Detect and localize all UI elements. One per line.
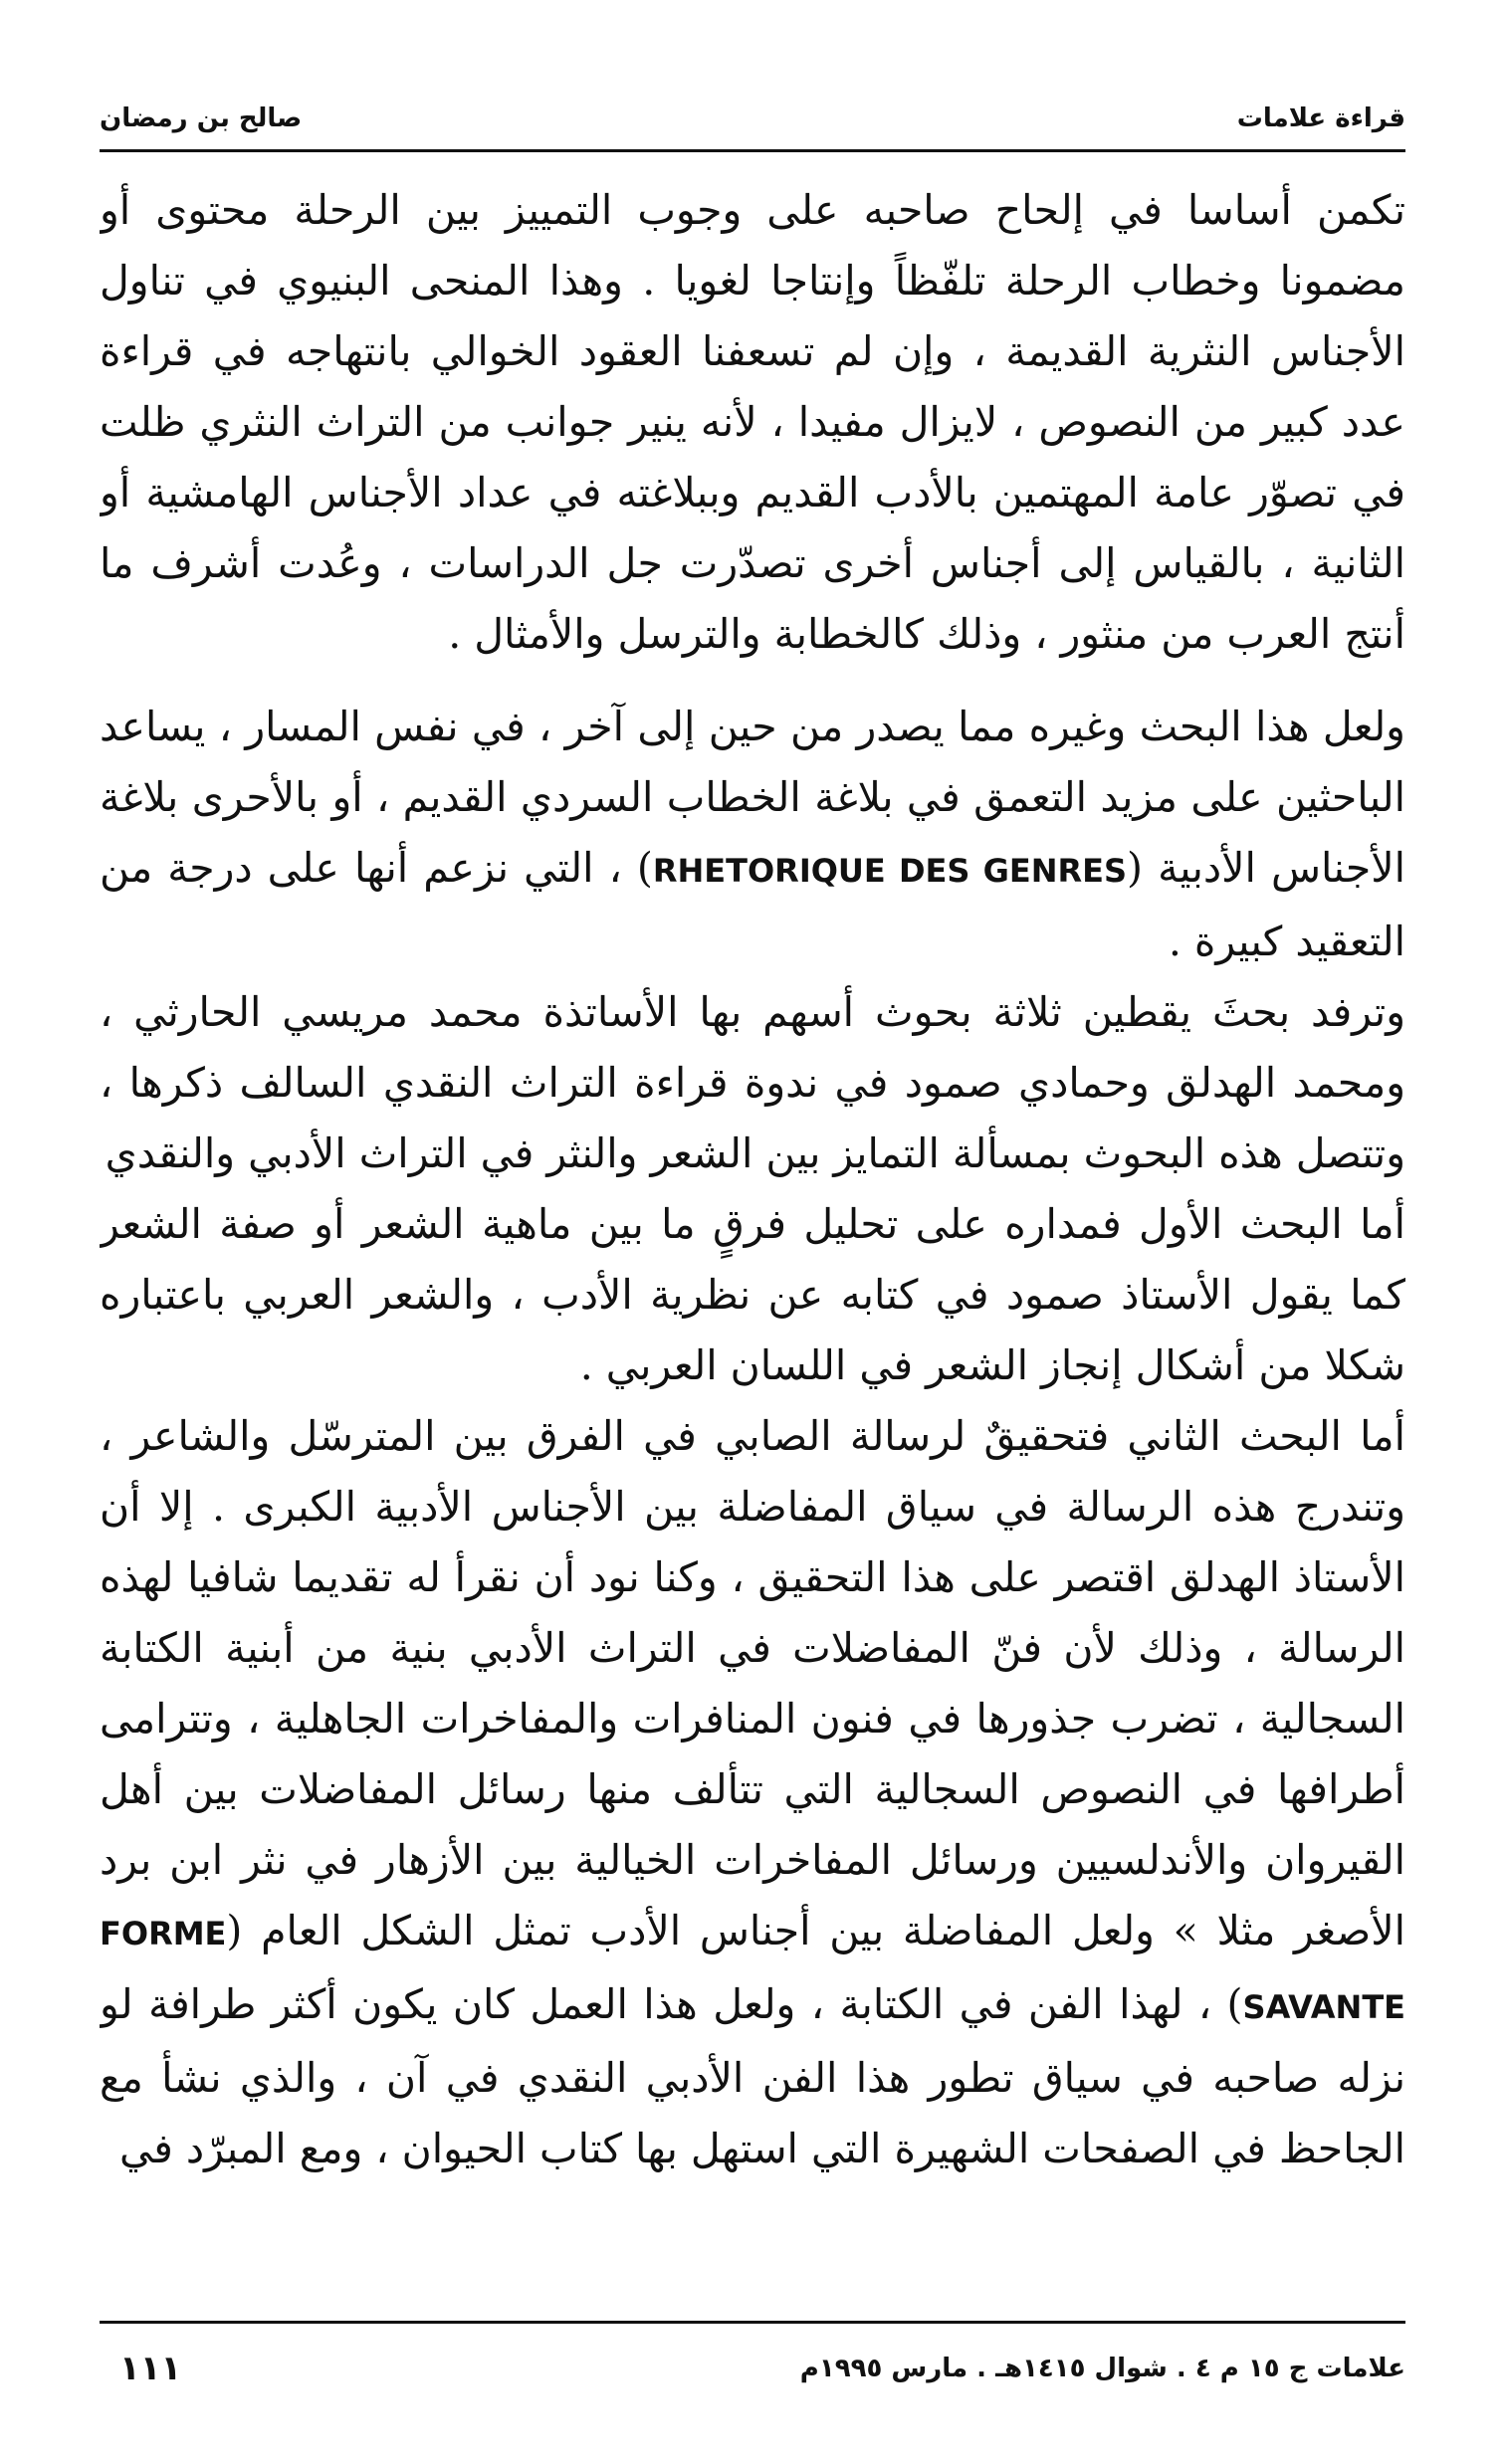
paragraph-text: تكمن أساسا في إلحاح صاحبه على وجوب التمييز بين الرحلة محتوى أو مضمونا وخطاب الرحلة تلفّظاً وإنتاجا لغويا . وهذا المنحى البنيوي في تناول الأجناس النثرية القديمة ، وإن لم تسعفنا العقود الخوالي بانتهاجه في قراءة عدد كبير من النصوص ، لايزال مفيدا ، لأنه ينير جوانب من التراث النثري ظلت في تصوّر عامة المهتمين بالأدب القديم وببلاغته في عداد الأجناس الهامشية أو الثانية ، بالقياس إلى أجناس أخرى تصدّرت جل الدراسات ، وعُدت أشرف ما أنتج العرب من منثور ، وذلك كالخطابة والترسل والأمثال .	[100, 186, 1405, 658]
paragraph-1	[100, 175, 1405, 670]
latin-term: FORME SAVANTE	[100, 1915, 1405, 2026]
running-header-section: قراءة علامات	[1236, 103, 1405, 133]
page-number: ١١١	[119, 2349, 182, 2388]
footer-rule	[100, 2321, 1405, 2324]
paragraph-text: ) ، التي نزعم أنها على درجة من التعقيد كبيرة .	[100, 844, 1405, 965]
paragraph-3	[100, 977, 1405, 1189]
running-header-author: صالح بن رمضان	[100, 103, 303, 133]
paragraph-5	[100, 1401, 1405, 2184]
paragraph-2	[100, 692, 1405, 977]
latin-term: RHETORIQUE DES GENRES	[652, 852, 1128, 890]
paragraph-4	[100, 1189, 1405, 1401]
paragraph-text: أما البحث الثاني فتحقيقٌ لرسالة الصابي في الفرق بين المترسّل والشاعر ، وتندرج هذه الرسالة في سياق المفاضلة بين الأجناس الأدبية الكبرى . إلا أن الأستاذ الهدلق اقتصر على هذا التحقيق ، وكنا نود أن نقرأ له تقديما شافيا لهذه الرسالة ، وذلك لأن فنّ المفاضلات في التراث الأدبي بنية من أبنية الكتابة السجالية ، تضرب جذورها في فنون المنافرات والمفاخرات الجاهلية ، وتترامى أطرافها في النصوص السجالية التي تتألف منها رسائل المفاضلات بين أهل القيروان والأندلسيين ورسائل المفاخرات الخيالية بين الأزهار في نثر ابن برد الأصغر مثلا » ولعل المفاضلة بين أجناس الأدب تمثل الشكل العام (	[100, 1412, 1405, 1954]
paragraph-text: أما البحث الأول فمداره على تحليل فرقٍ ما بين ماهية الشعر أو صفة الشعر كما يقول الأستاذ صمود في كتابه عن نظرية الأدب ، والشعر العربي باعتباره شكلا من أشكال إنجاز الشعر في اللسان العربي .	[100, 1200, 1405, 1389]
paragraph-text: وترفد بحثَ يقطين ثلاثة بحوث أسهم بها الأساتذة محمد مريسي الحارثي ، ومحمد الهدلق وحمادي صمود في ندوة قراءة التراث النقدي السالف ذكرها ، وتتصل هذه البحوث بمسألة التمايز بين الشعر والنثر في التراث الأدبي والنقدي	[100, 988, 1405, 1177]
header-rule	[100, 149, 1405, 152]
article-body	[100, 175, 1405, 2305]
paragraph-text: ولعل هذا البحث وغيره مما يصدر من حين إلى آخر ، في نفس المسار ، يساعد الباحثين على مزيد التعمق في بلاغة الخطاب السردي القديم ، أو بالأحرى بلاغة الأجناس الأدبية (	[100, 703, 1405, 892]
footer-issue-info: علامات ج ١٥ م ٤ . شوال ١٤١٥هـ . مارس ١٩٩٥م	[799, 2354, 1405, 2383]
paragraph-text: ) ، لهذا الفن في الكتابة ، ولعل هذا العمل كان يكون أكثر طرافة لو نزله صاحبه في سياق تطور هذا الفن الأدبي النقدي في آن ، والذي نشأ مع الجاحظ في الصفحات الشهيرة التي استهل بها كتاب الحيوان ، ومع المبرّد في	[100, 1980, 1405, 2172]
